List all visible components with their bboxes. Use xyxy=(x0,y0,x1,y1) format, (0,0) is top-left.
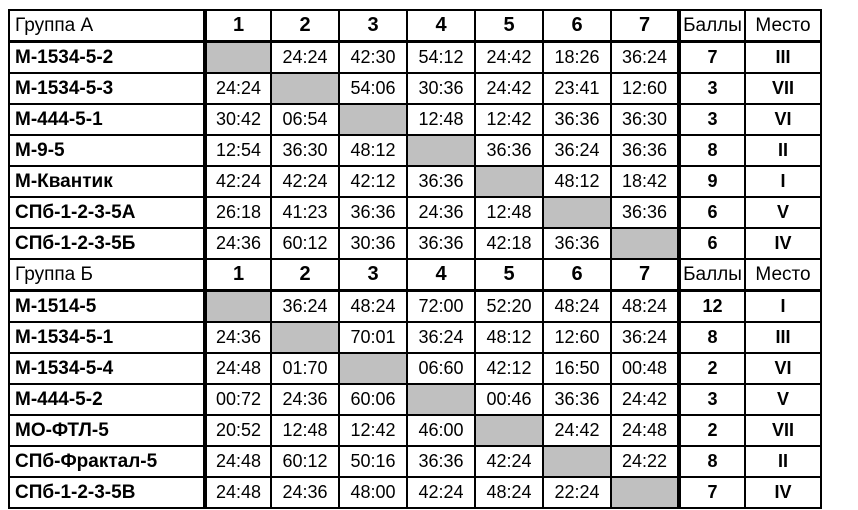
score-cell: 24:42 xyxy=(543,415,611,446)
score-cell: 23:41 xyxy=(543,73,611,104)
score-cell: 12:48 xyxy=(475,197,543,228)
empty-cell xyxy=(271,73,339,104)
team-name: М-444-5-1 xyxy=(9,104,205,135)
points-cell: 6 xyxy=(679,228,745,259)
score-cell: 36:24 xyxy=(611,42,679,74)
table-row xyxy=(9,446,821,477)
team-name: М-1534-5-3 xyxy=(9,73,205,104)
place-cell: I xyxy=(745,291,821,323)
score-cell: 20:52 xyxy=(205,415,271,446)
score-cell: 12:54 xyxy=(205,135,271,166)
score-cell: 42:30 xyxy=(339,42,407,74)
score-cell: 22:24 xyxy=(543,477,611,508)
column-header: 4 xyxy=(407,259,475,291)
points-header: Баллы xyxy=(679,10,745,42)
table-row xyxy=(9,228,821,259)
score-cell: 00:72 xyxy=(205,384,271,415)
score-cell: 48:24 xyxy=(543,291,611,323)
score-cell: 60:12 xyxy=(271,228,339,259)
team-name: МО-ФТЛ-5 xyxy=(9,415,205,446)
table-row xyxy=(9,477,821,508)
score-cell: 12:60 xyxy=(611,73,679,104)
empty-cell xyxy=(611,228,679,259)
score-cell: 54:06 xyxy=(339,73,407,104)
team-name: М-9-5 xyxy=(9,135,205,166)
score-cell: 16:50 xyxy=(543,353,611,384)
points-cell: 12 xyxy=(679,291,745,323)
score-cell: 24:42 xyxy=(611,384,679,415)
score-cell: 24:48 xyxy=(205,353,271,384)
table-row xyxy=(9,42,821,74)
points-cell: 8 xyxy=(679,322,745,353)
score-cell: 42:18 xyxy=(475,228,543,259)
score-cell: 36:24 xyxy=(407,322,475,353)
table-row xyxy=(9,166,821,197)
team-name: М-1534-5-4 xyxy=(9,353,205,384)
score-cell: 42:12 xyxy=(475,353,543,384)
column-header: 1 xyxy=(205,10,271,42)
score-cell: 42:12 xyxy=(339,166,407,197)
score-cell: 18:26 xyxy=(543,42,611,74)
empty-cell xyxy=(543,446,611,477)
place-cell: I xyxy=(745,166,821,197)
score-cell: 48:12 xyxy=(475,322,543,353)
score-cell: 36:36 xyxy=(543,384,611,415)
score-cell: 06:60 xyxy=(407,353,475,384)
score-cell: 30:36 xyxy=(339,228,407,259)
score-cell: 36:36 xyxy=(543,228,611,259)
points-header: Баллы xyxy=(679,259,745,291)
score-cell: 00:48 xyxy=(611,353,679,384)
column-header: 6 xyxy=(543,10,611,42)
empty-cell xyxy=(611,477,679,508)
score-cell: 36:36 xyxy=(543,104,611,135)
place-cell: IV xyxy=(745,477,821,508)
points-cell: 6 xyxy=(679,197,745,228)
score-cell: 36:36 xyxy=(407,166,475,197)
points-cell: 7 xyxy=(679,42,745,74)
score-cell: 24:24 xyxy=(205,73,271,104)
score-cell: 42:24 xyxy=(271,166,339,197)
column-header: 7 xyxy=(611,10,679,42)
table-row xyxy=(9,353,821,384)
points-cell: 9 xyxy=(679,166,745,197)
score-cell: 01:70 xyxy=(271,353,339,384)
score-cell: 18:42 xyxy=(611,166,679,197)
points-cell: 2 xyxy=(679,353,745,384)
column-header: 5 xyxy=(475,10,543,42)
score-cell: 24:42 xyxy=(475,42,543,74)
score-cell: 42:24 xyxy=(407,477,475,508)
column-header: 3 xyxy=(339,259,407,291)
score-cell: 48:12 xyxy=(543,166,611,197)
empty-cell xyxy=(205,42,271,74)
score-cell: 70:01 xyxy=(339,322,407,353)
group-title: Группа А xyxy=(9,10,205,42)
score-cell: 24:36 xyxy=(271,384,339,415)
score-cell: 42:24 xyxy=(205,166,271,197)
score-cell: 48:24 xyxy=(475,477,543,508)
empty-cell xyxy=(205,291,271,323)
column-header: 5 xyxy=(475,259,543,291)
table-row xyxy=(9,322,821,353)
score-cell: 36:36 xyxy=(339,197,407,228)
score-cell: 24:48 xyxy=(611,415,679,446)
score-cell: 48:00 xyxy=(339,477,407,508)
column-header: 1 xyxy=(205,259,271,291)
score-cell: 24:36 xyxy=(407,197,475,228)
score-cell: 12:60 xyxy=(543,322,611,353)
column-header: 3 xyxy=(339,10,407,42)
score-cell: 12:42 xyxy=(475,104,543,135)
score-cell: 36:36 xyxy=(611,197,679,228)
empty-cell xyxy=(339,353,407,384)
place-cell: VI xyxy=(745,104,821,135)
score-cell: 24:42 xyxy=(475,73,543,104)
team-name: М-1514-5 xyxy=(9,291,205,323)
team-name: М-444-5-2 xyxy=(9,384,205,415)
score-cell: 60:06 xyxy=(339,384,407,415)
score-cell: 72:00 xyxy=(407,291,475,323)
place-cell: VII xyxy=(745,73,821,104)
score-cell: 12:48 xyxy=(407,104,475,135)
group-b-table xyxy=(8,258,822,509)
score-cell: 26:18 xyxy=(205,197,271,228)
empty-cell xyxy=(475,166,543,197)
place-cell: VI xyxy=(745,353,821,384)
place-cell: II xyxy=(745,446,821,477)
score-cell: 36:36 xyxy=(611,135,679,166)
points-cell: 8 xyxy=(679,446,745,477)
score-cell: 36:36 xyxy=(407,228,475,259)
column-header: 6 xyxy=(543,259,611,291)
column-header: 4 xyxy=(407,10,475,42)
empty-cell xyxy=(271,322,339,353)
score-cell: 36:36 xyxy=(475,135,543,166)
team-name: СПб-1-2-3-5А xyxy=(9,197,205,228)
score-cell: 24:36 xyxy=(205,322,271,353)
header-row xyxy=(9,259,821,291)
place-cell: VII xyxy=(745,415,821,446)
table-row xyxy=(9,415,821,446)
score-cell: 36:24 xyxy=(271,291,339,323)
column-header: 7 xyxy=(611,259,679,291)
place-cell: III xyxy=(745,42,821,74)
column-header: 2 xyxy=(271,259,339,291)
table-row xyxy=(9,135,821,166)
score-cell: 24:48 xyxy=(205,477,271,508)
score-cell: 24:24 xyxy=(271,42,339,74)
score-cell: 24:48 xyxy=(205,446,271,477)
score-cell: 36:30 xyxy=(271,135,339,166)
place-cell: V xyxy=(745,197,821,228)
table-row xyxy=(9,291,821,323)
score-cell: 54:12 xyxy=(407,42,475,74)
score-cell: 48:24 xyxy=(339,291,407,323)
place-cell: III xyxy=(745,322,821,353)
empty-cell xyxy=(407,135,475,166)
team-name: СПб-Фрактал-5 xyxy=(9,446,205,477)
score-cell: 12:42 xyxy=(339,415,407,446)
team-name: СПб-1-2-3-5Б xyxy=(9,228,205,259)
team-name: СПб-1-2-3-5В xyxy=(9,477,205,508)
score-cell: 52:20 xyxy=(475,291,543,323)
score-cell: 41:23 xyxy=(271,197,339,228)
table-row xyxy=(9,104,821,135)
team-name: М-1534-5-2 xyxy=(9,42,205,74)
score-cell: 24:36 xyxy=(205,228,271,259)
place-cell: V xyxy=(745,384,821,415)
empty-cell xyxy=(407,384,475,415)
points-cell: 8 xyxy=(679,135,745,166)
score-cell: 24:22 xyxy=(611,446,679,477)
column-header: 2 xyxy=(271,10,339,42)
score-cell: 36:24 xyxy=(611,322,679,353)
table-row xyxy=(9,73,821,104)
score-cell: 30:42 xyxy=(205,104,271,135)
score-cell: 30:36 xyxy=(407,73,475,104)
place-header: Место xyxy=(745,259,821,291)
points-cell: 3 xyxy=(679,104,745,135)
score-cell: 06:54 xyxy=(271,104,339,135)
team-name: М-1534-5-1 xyxy=(9,322,205,353)
group-a-table xyxy=(8,9,822,260)
table-row xyxy=(9,384,821,415)
score-cell: 36:24 xyxy=(543,135,611,166)
score-cell: 42:24 xyxy=(475,446,543,477)
empty-cell xyxy=(339,104,407,135)
score-cell: 46:00 xyxy=(407,415,475,446)
place-cell: IV xyxy=(745,228,821,259)
points-cell: 7 xyxy=(679,477,745,508)
place-header: Место xyxy=(745,10,821,42)
header-row xyxy=(9,10,821,42)
score-cell: 60:12 xyxy=(271,446,339,477)
score-cell: 48:12 xyxy=(339,135,407,166)
empty-cell xyxy=(475,415,543,446)
group-title: Группа Б xyxy=(9,259,205,291)
table-row xyxy=(9,197,821,228)
score-cell: 50:16 xyxy=(339,446,407,477)
points-cell: 3 xyxy=(679,384,745,415)
place-cell: II xyxy=(745,135,821,166)
score-cell: 36:36 xyxy=(407,446,475,477)
score-cell: 48:24 xyxy=(611,291,679,323)
points-cell: 2 xyxy=(679,415,745,446)
score-cell: 24:36 xyxy=(271,477,339,508)
score-cell: 12:48 xyxy=(271,415,339,446)
team-name: М-Квантик xyxy=(9,166,205,197)
score-cell: 00:46 xyxy=(475,384,543,415)
empty-cell xyxy=(543,197,611,228)
score-cell: 36:30 xyxy=(611,104,679,135)
points-cell: 3 xyxy=(679,73,745,104)
